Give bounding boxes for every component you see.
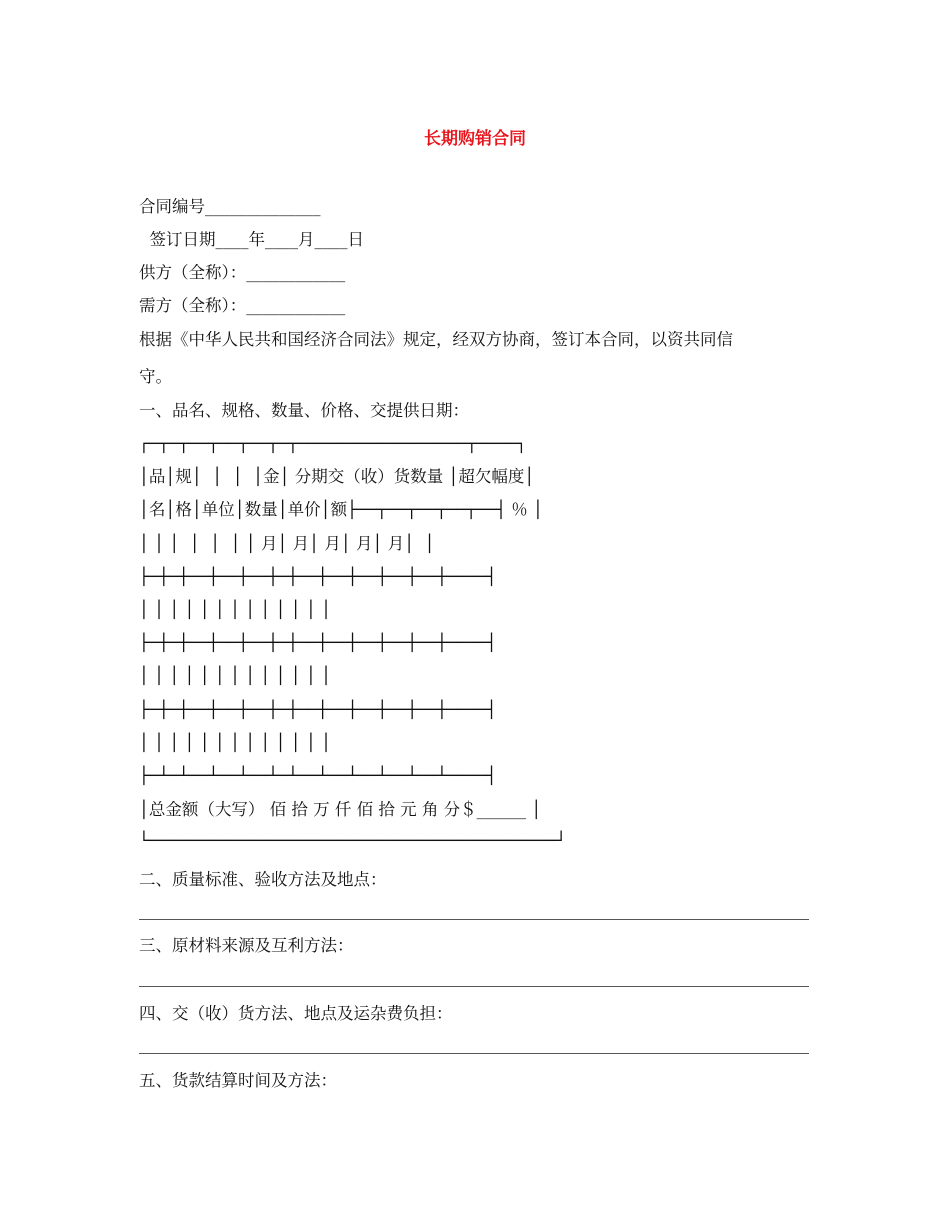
table-line: ├─┼─┼──┼──┼──┼─┼──┼──┼──┼──┼──┼────┤ <box>139 567 497 586</box>
table-line: ├─┼─┼──┼──┼──┼─┼──┼──┼──┼──┼──┼────┤ <box>139 633 497 652</box>
section-3-heading: 三、原材料来源及互利方法： <box>139 936 354 955</box>
table-line: │ │ │ │ │ │ │ │ │ │ │ │ │ <box>139 733 332 752</box>
table-line: └─────────────────────────────────────────┘ <box>139 831 567 850</box>
table-line: ┌─┬─┬──┬──┬──┬─┬─────────────────┬────┐ <box>139 434 527 453</box>
fill-in-rule <box>139 1053 809 1054</box>
table-line: │品│规│ │ │ │金│ 分期交（收）货数量 │超欠幅度│ <box>139 467 535 486</box>
preamble-line-1: 根据《中华人民共和国经济合同法》规定，经双方协商，签订本合同，以资共同信 <box>139 330 733 349</box>
contract-number-line: 合同编号______________ <box>139 197 321 216</box>
table-line: │ │ │ │ │ │ │ │ │ │ │ │ │ <box>139 600 332 619</box>
section-1-heading: 一、品名、规格、数量、价格、交提供日期： <box>139 401 469 420</box>
buyer-line: 需方（全称）：____________ <box>139 296 346 315</box>
table-line: ├─┼─┼──┼──┼──┼─┼──┼──┼──┼──┼──┼────┤ <box>139 700 497 719</box>
section-2-heading: 二、质量标准、验收方法及地点： <box>139 870 387 889</box>
fill-in-rule <box>139 986 809 987</box>
table-line: ├─┴─┴──┴──┴──┴─┴──┴──┴──┴──┴──┴────┤ <box>139 766 497 785</box>
signing-date-line: 签订日期____年____月____日 <box>139 230 364 249</box>
fill-in-rule <box>139 919 809 920</box>
table-line: │名│格│单位│数量│单价│额├──┬──┬──┬──┬──┤ ％ │ <box>139 500 543 519</box>
table-line: │ │ │ │ │ │ │ │ │ │ │ │ │ <box>139 666 332 685</box>
document-title: 长期购销合同 <box>424 129 526 149</box>
supplier-line: 供方（全称）：____________ <box>139 263 346 282</box>
section-5-heading: 五、货款结算时间及方法： <box>139 1071 337 1090</box>
section-4-heading: 四、交（收）货方法、地点及运杂费负担： <box>139 1004 453 1023</box>
total-amount-line: │总金额（大写） 佰 拾 万 仟 佰 拾 元 角 分＄______ │ <box>139 800 542 819</box>
preamble-line-2: 守。 <box>139 367 172 386</box>
table-line: │ │ │ │ │ │ │ 月│ 月│ 月│ 月│ 月│ │ <box>139 534 435 553</box>
